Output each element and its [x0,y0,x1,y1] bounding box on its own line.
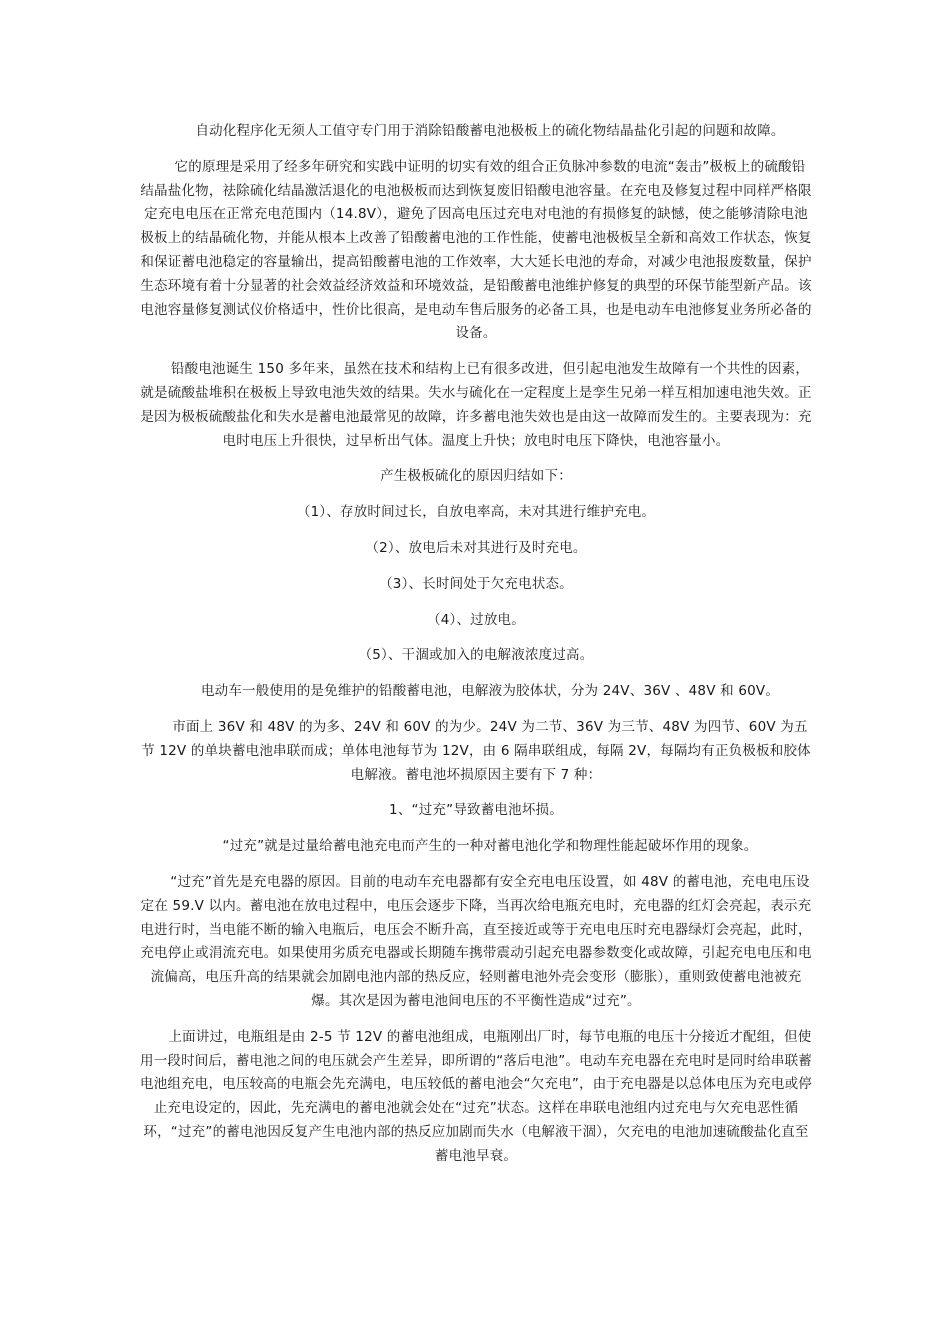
paragraph-market: 市面上 36V 和 48V 的为多、24V 和 60V 的为少。24V 为二节、36V 为三节、48V 为四节、60V 为五节 12V 的单块蓄电池串联而成；单体电池每节为 12V，由 6 隔串联组成，每隔 2V，每隔均有正负极板和胶体电解液。蓄电池坏损原因主要有下 7 种： [141,718,811,783]
paragraph-history: 铅酸电池诞生 150 多年来，虽然在技术和结构上已有很多改进，但引起电池发生故障有一个共性的因素，就是硫酸盐堆积在极板上导致电池失效的结果。失水与硫化在一定程度上是孪生兄弟一样互相加速电池失效。正是因为极板硫酸盐化和失水是蓄电池最常见的故障，许多蓄电池失效也是由这一故障而发生的。主要表现为：充电时电压上升很快，过早析出气体。温度上升快；放电时电压下降快，电池容量小。 [140,361,812,449]
paragraph-intro: 自动化程序化无须人工值守专门用于消除铅酸蓄电池极板上的硫化物结晶盐化引起的问题和故障。 [195,123,785,139]
paragraph-battery-types: 电动车一般使用的是免维护的铅酸蓄电池，电解液为胶体状，分为 24V、36V 、48V 和 60V。 [200,683,780,700]
list-item-cause-5: （5）、干涸或加入的电解液浓度过高。 [358,647,594,664]
list-item-cause-1: （1）、存放时间过长，自放电率高，未对其进行维护充电。 [296,504,656,521]
section-heading-overcharge: 1、“过充”导致蓄电池坏损。 [389,802,563,819]
list-item-cause-2: （2）、放电后未对其进行及时充电。 [365,539,587,556]
paragraph-causes-heading: 产生极板硫化的原因归结如下： [380,468,572,485]
paragraph-principle: 它的原理是采用了经多年研究和实践中证明的切实有效的组合正负脉冲参数的电流“轰击”极板上的硫酸铅结晶盐化物，祛除硫化结晶激活退化的电池极板而达到恢复废旧铅酸电池容量。在充电及修复过程中同样严格限定充电电压在正常充电范围内（14.8V），避免了因高电压过充电对电池的有损修复的缺憾，使之能够清除电池极板上的结晶硫化物，并能从根本上改善了铅酸蓄电池的工作性能，使蓄电池极板呈全新和高效工作状态，恢复和保证蓄电池稳定的容量输出，提高铅酸蓄电池的工作效率，大大延长电池的寿命，对减少电池报废数量，保护生态环境有着十分显著的社会效益经济效益和环境效益，是铅酸蓄电池维护修复的典型的环保节能型新产品。该电池容量修复测试仪价格适中，性价比很高，是电动车售后服务的必备工具，也是电动车电池修复业务所必备的设备。 [140,158,812,342]
paragraph-overcharge-charger: “过充”首先是充电器的原因。目前的电动车充电器都有安全充电电压设置，如 48V 的蓄电池，充电电压设定在 59.V 以内。蓄电池在放电过程中，电压会逐步下降，当再次给电瓶充电时，充电器的红灯会亮起，表示充电进行时，当电能不断的输入电瓶后，电压会不断升高，直至接近或等于充电电压时充电器绿灯会亮起，此时，充电停止或涓流充电。如果使用劣质充电器或长期随车携带震动引起充电器参数变化或故障，引起充电电压和电流偏高，电压升高的结果就会加剧电池内部的热反应，轻则蓄电池外壳会变形（膨胀），重则致使蓄电池被充爆。其次是因为蓄电池间电压的不平衡性造成“过充”。 [140,873,812,1009]
paragraph-overcharge-imbalance: 上面讲过，电瓶组是由 2-5 节 12V 的蓄电池组成，电瓶刚出厂时，每节电瓶的电压十分接近才配组，但使用一段时间后，蓄电池之间的电压就会产生差异，即所谓的“落后电池”。电动车充电器在充电时是同时给串联蓄电池组充电，电压较高的电瓶会先充满电，电压较低的蓄电池会“欠充电”，由于充电器是以总体电压为充电或停止充电设定的，因此，先充满电的蓄电池就会处在“过充”状态。这样在串联电池组内过充电与欠充电恶性循环，“过充”的蓄电池因反复产生电池内部的热反应加剧而失水（电解液干涸），欠充电的电池加速硫酸盐化直至蓄电池早衰。 [140,1028,812,1164]
document-page [140,120,812,1180]
paragraph-overcharge-definition: “过充”就是过量给蓄电池充电而产生的一种对蓄电池化学和物理性能起破坏作用的现象。 [222,838,758,855]
list-item-cause-3: （3）、长时间处于欠充电状态。 [379,575,573,592]
list-item-cause-4: （4）、过放电。 [427,611,525,628]
